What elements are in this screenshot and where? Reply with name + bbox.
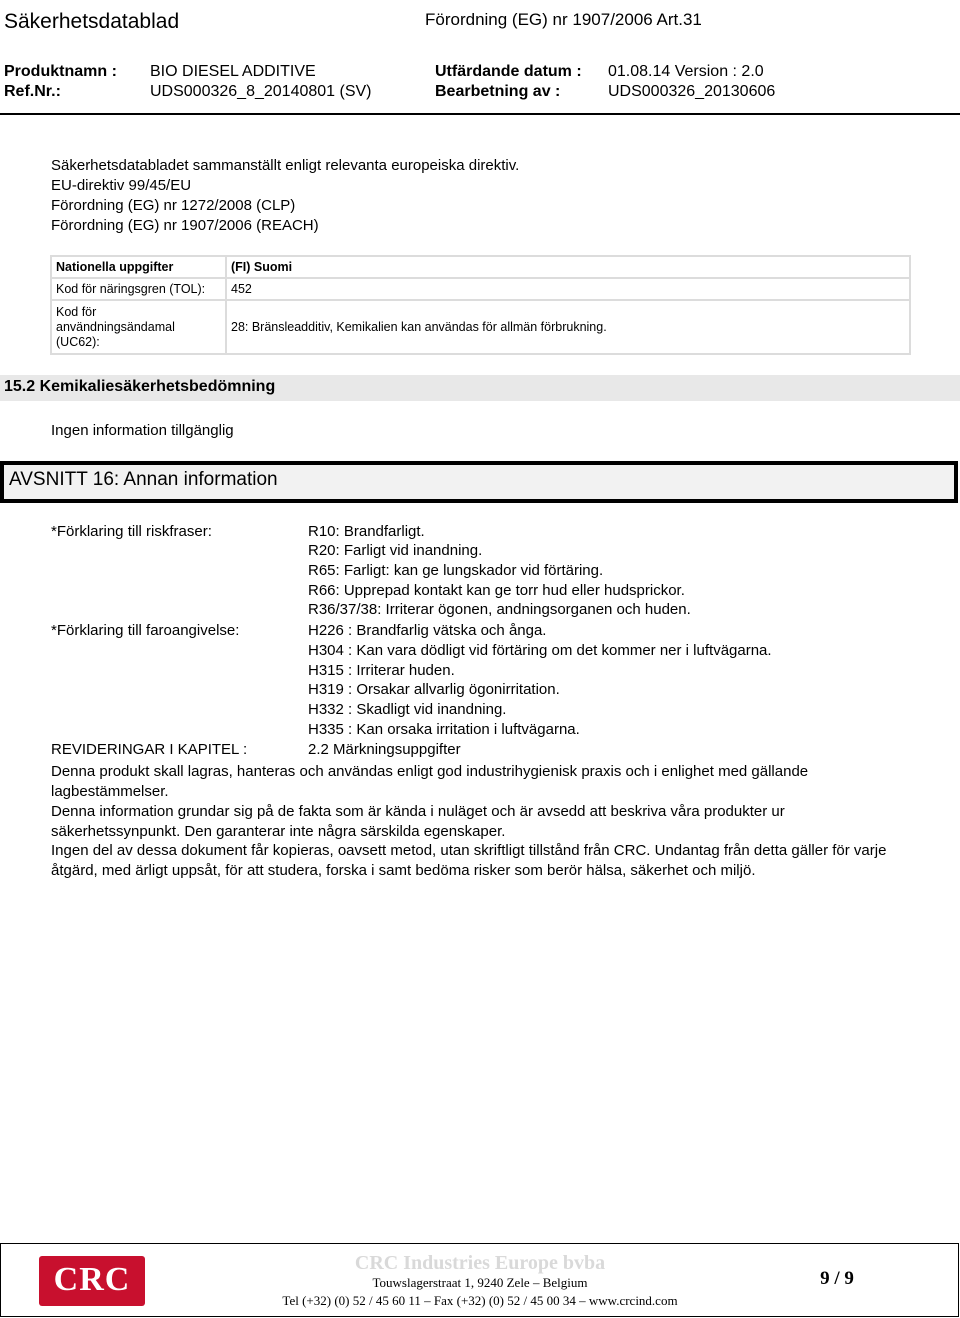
info-paragraph: Denna information grundar sig på de fakta som är kända i nuläget och är avsedd att beskriva våra produkter ur säkerhetssynpunkt. Den garanterar inte några särskilda egenskaper. (51, 803, 785, 840)
risk-phrase: R36/37/38: Irriterar ögonen, andningsorganen och huden. (308, 601, 691, 618)
ref-number-value: UDS000326_8_20140801 (SV) (150, 83, 372, 100)
hazard-statement: H315 : Irriterar huden. (308, 662, 455, 679)
section-15-2-title: 15.2 Kemikaliesäkerhetsbedömning (4, 378, 276, 395)
hazard-statements-label: *Förklaring till faroangivelse: (51, 622, 240, 639)
hazard-statement: H226 : Brandfarlig vätska och ånga. (308, 622, 547, 639)
uc-label-line: (UC62): (56, 334, 100, 349)
crc-logo-text: CRC (53, 1261, 131, 1298)
risk-phrase: R20: Farligt vid inandning. (308, 542, 483, 559)
info-paragraph: Ingen del av dessa dokument får kopieras, oavsett metod, utan skriftligt tillstånd från CRC. Undantag från detta gäller för varje åtgärd, med ärligt uppsåt, för att studera, forska i samt bedöma risker som berör hälsa, säkerhet och miljö. (51, 842, 887, 879)
uc-label-line: användningsändamal (56, 319, 175, 334)
section-16-title: AVSNITT 16: Annan information (9, 469, 278, 490)
uc-code-value: 28: Bränsleadditiv, Kemikalien kan användas för allmän förbrukning. (226, 300, 910, 354)
hazard-statement: H332 : Skadligt vid inandning. (308, 701, 507, 718)
edited-by-label: Bearbetning av : (435, 83, 561, 100)
page-number: 9 / 9 (820, 1268, 854, 1289)
risk-phrase: R10: Brandfarligt. (308, 523, 425, 540)
revisions-label: REVIDERINGAR I KAPITEL : (51, 741, 248, 758)
regulation-line: Förordning (EG) nr 1907/2006 (REACH) (51, 217, 319, 234)
risk-phrases-label: *Förklaring till riskfraser: (51, 523, 212, 540)
header-regulation: Förordning (EG) nr 1907/2006 Art.31 (425, 10, 702, 29)
uc-label-line: Kod för (56, 304, 97, 319)
regulation-line: Förordning (EG) nr 1272/2008 (CLP) (51, 197, 296, 214)
document-title: Säkerhetsdatablad (4, 10, 180, 33)
uc-code-label (51, 300, 226, 354)
product-name-label: Produktnamn : (4, 63, 117, 80)
section-15-2-text: Ingen information tillgänglig (51, 422, 234, 439)
info-paragraph: Denna produkt skall lagras, hanteras och användas enligt god industrihygienisk praxis och i enlighet med gällande lagbestämmelser. (51, 763, 809, 800)
company-address: Touwslagerstraat 1, 9240 Zele – Belgium (372, 1275, 588, 1290)
company-contact: Tel (+32) (0) 52 / 45 60 11 – Fax (+32) (0) 52 / 45 00 34 – www.crcind.com (282, 1293, 678, 1308)
edited-by-value: UDS000326_20130606 (608, 83, 776, 100)
company-name: CRC Industries Europe bvba (354, 1252, 606, 1274)
ref-number-label: Ref.Nr.: (4, 83, 61, 100)
national-info-header: Nationella uppgifter (51, 256, 226, 278)
hazard-statement: H319 : Orsakar allvarlig ögonirritation. (308, 681, 560, 698)
issue-date-label: Utfärdande datum : (435, 63, 582, 80)
header-divider (0, 113, 960, 115)
national-country: (FI) Suomi (226, 256, 910, 278)
revisions-value: 2.2 Märkningsuppgifter (308, 741, 461, 758)
product-name-value: BIO DIESEL ADDITIVE (150, 63, 316, 80)
hazard-statement: H304 : Kan vara dödligt vid förtäring om det kommer ner i luftvägarna. (308, 642, 772, 659)
issue-date-value: 01.08.14 Version : 2.0 (608, 63, 764, 80)
tol-code-label: Kod för näringsgren (TOL): (51, 278, 226, 300)
tol-code-value: 452 (226, 278, 910, 300)
regulation-line: Säkerhetsdatabladet sammanställt enligt relevanta europeiska direktiv. (51, 157, 520, 174)
regulation-line: EU-direktiv 99/45/EU (51, 177, 192, 194)
hazard-statement: H335 : Kan orsaka irritation i luftvägarna. (308, 721, 580, 738)
risk-phrase: R66: Upprepad kontakt kan ge torr hud eller hudsprickor. (308, 582, 685, 599)
national-info-table (50, 255, 911, 355)
risk-phrase: R65: Farligt: kan ge lungskador vid förtäring. (308, 562, 604, 579)
